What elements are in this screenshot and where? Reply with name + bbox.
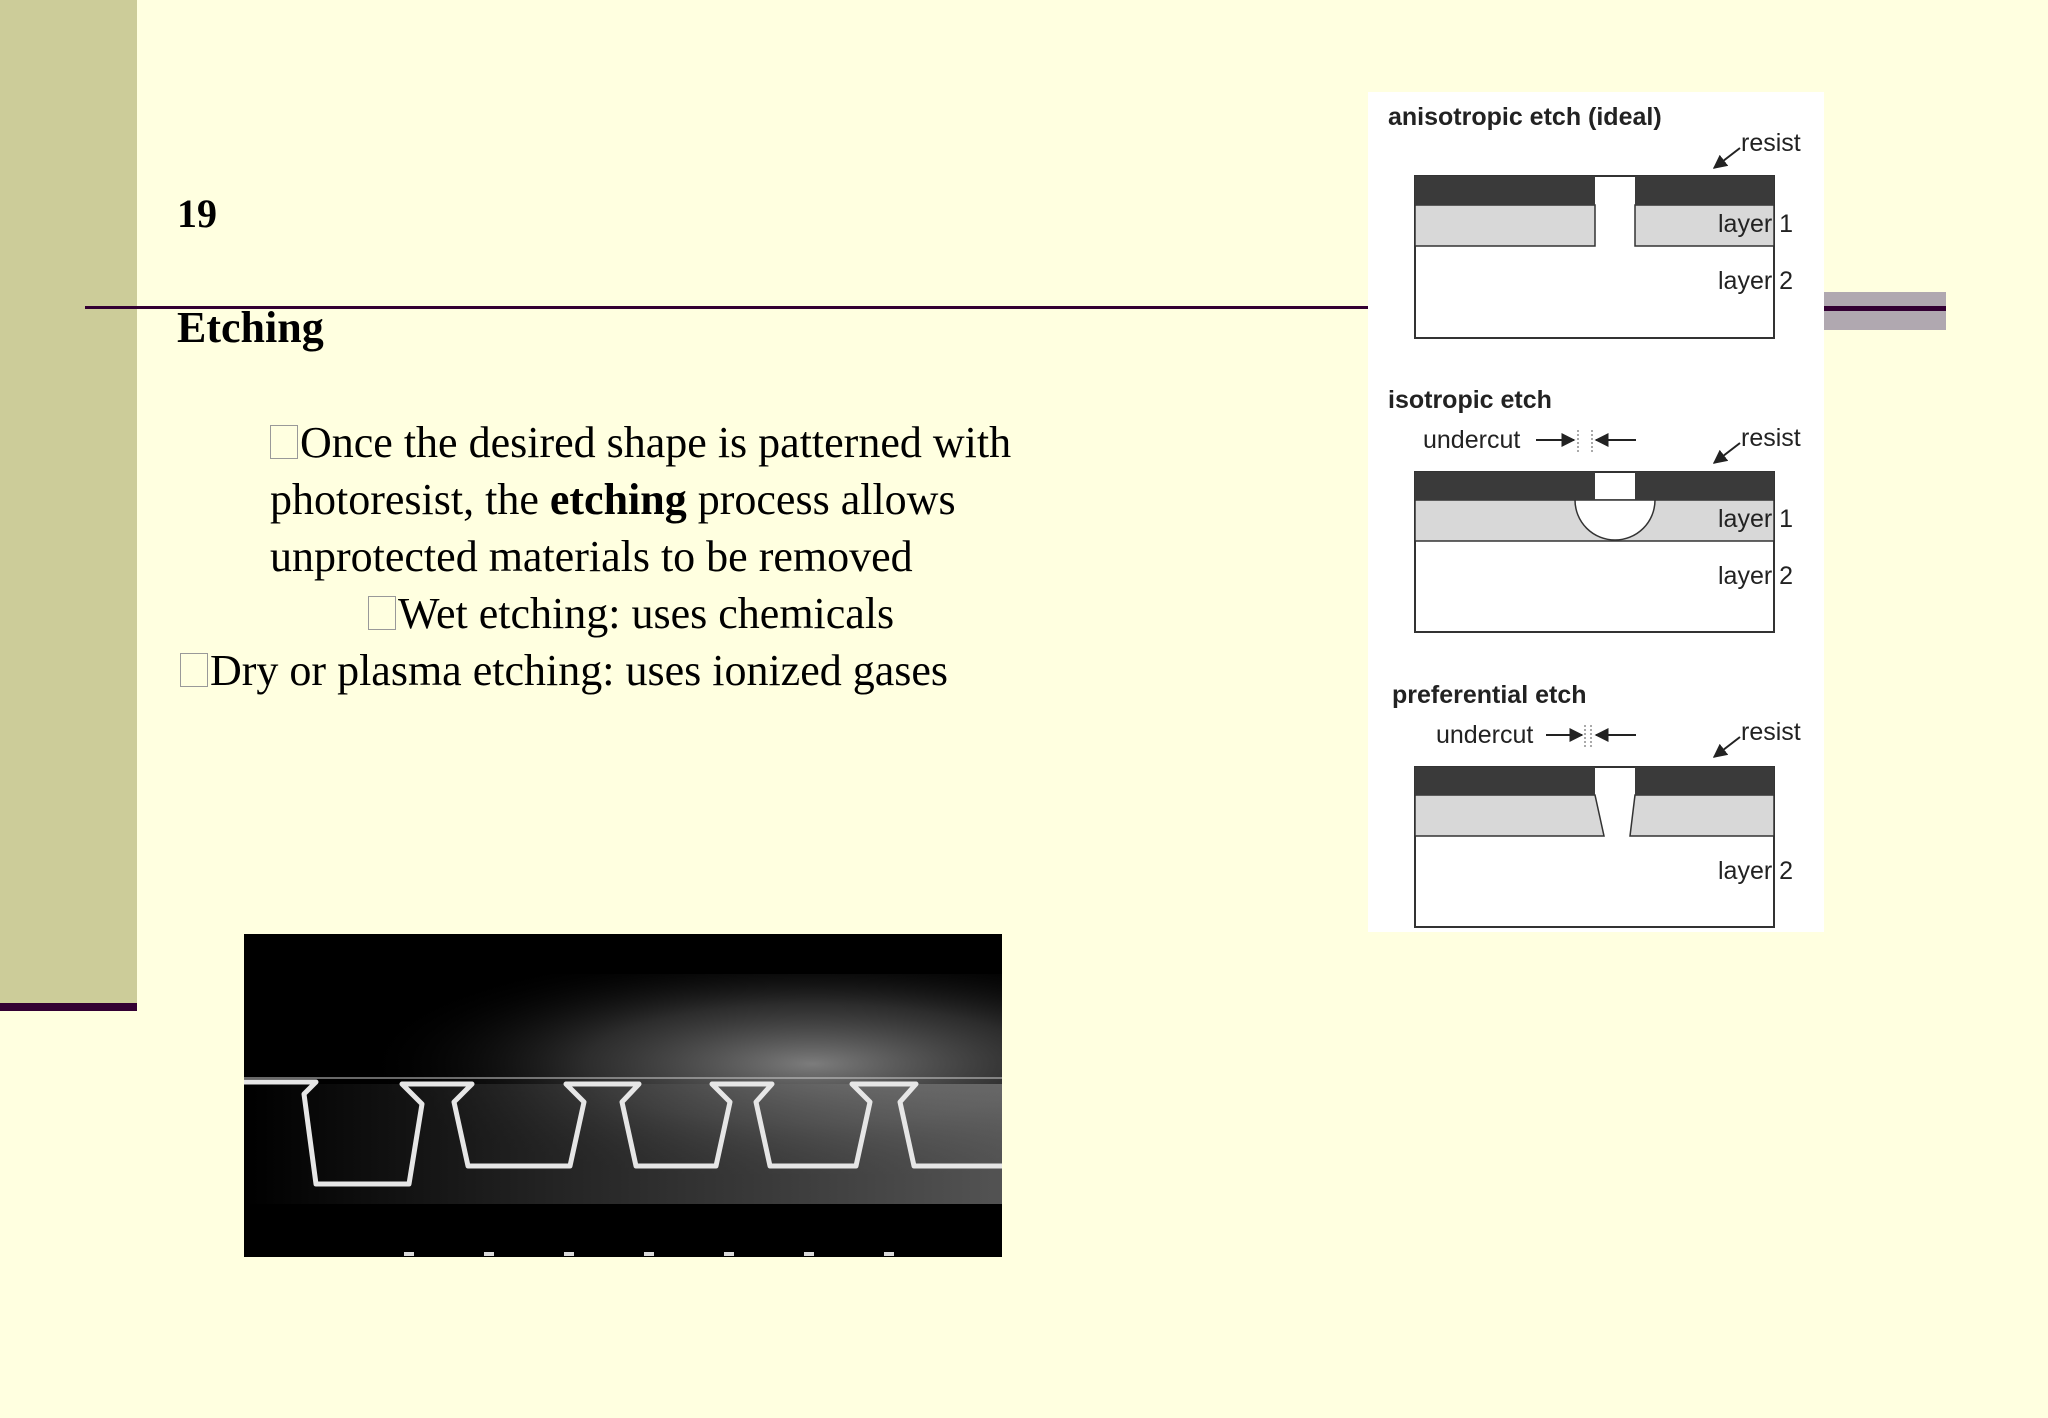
sub-bullet-dry-text: Dry or plasma etching: uses ionized gases: [210, 646, 949, 695]
resist-block-left: [1415, 176, 1595, 205]
sub-bullet-wet-text: Wet etching: uses chemicals: [398, 589, 895, 638]
bullet-square-icon: [180, 653, 208, 687]
resist-label: resist: [1741, 718, 1801, 746]
title-rule-end-line: [1820, 306, 1946, 311]
etched-trench-micrograph: [244, 934, 1002, 1257]
left-decorative-band: [0, 0, 137, 1005]
resist-block-right: [1635, 767, 1774, 795]
resist-label: resist: [1741, 129, 1801, 157]
layer1-block-left: [1415, 795, 1604, 836]
resist-block-right: [1635, 472, 1774, 500]
bullet-text-line1: Once the desired shape is patterned with: [300, 418, 1012, 467]
bullet-text-line2-end: process allows: [686, 475, 956, 524]
layer2-label: layer 2: [1718, 267, 1794, 295]
left-band-accent-line: [0, 1003, 137, 1011]
bullet-text-bold-term: etching: [549, 475, 687, 524]
bullet-square-icon: [270, 425, 298, 459]
bullet-square-icon: [368, 596, 396, 630]
undercut-label: undercut: [1436, 721, 1534, 749]
resist-block-right: [1635, 176, 1774, 205]
bullet-point-1-line2: [270, 471, 956, 528]
layer1-label: layer 1: [1718, 210, 1794, 238]
sub-bullet-wet-etching: [368, 585, 894, 642]
resist-block-left: [1415, 767, 1595, 795]
bullet-text-line2-start: photoresist, the: [270, 475, 550, 524]
title-rule-end-bar: [1820, 292, 1946, 330]
undercut-label: undercut: [1423, 426, 1521, 454]
layer1-label: layer 1: [1718, 505, 1794, 533]
bullet-point-1: [270, 414, 1011, 471]
preferential-etch-panel: [1392, 681, 1801, 927]
etch-types-diagram: [1368, 92, 1824, 932]
layer1-block-left: [1415, 205, 1595, 246]
preferential-title: preferential etch: [1392, 681, 1587, 709]
anisotropic-etch-panel: [1388, 103, 1801, 338]
layer1-block-right: [1630, 795, 1774, 836]
sub-bullet-dry-etching: [180, 642, 948, 699]
resist-block-left: [1415, 472, 1595, 500]
isotropic-etch-panel: [1388, 386, 1801, 632]
layer2-label: layer 2: [1718, 857, 1794, 885]
isotropic-title: isotropic etch: [1388, 386, 1552, 414]
slide-number: 19: [177, 191, 217, 236]
layer2-label: layer 2: [1718, 562, 1794, 590]
anisotropic-title: anisotropic etch (ideal): [1388, 103, 1662, 131]
resist-label: resist: [1741, 424, 1801, 452]
slide-title: Etching: [177, 303, 324, 352]
bullet-point-1-line3: unprotected materials to be removed: [270, 532, 913, 581]
